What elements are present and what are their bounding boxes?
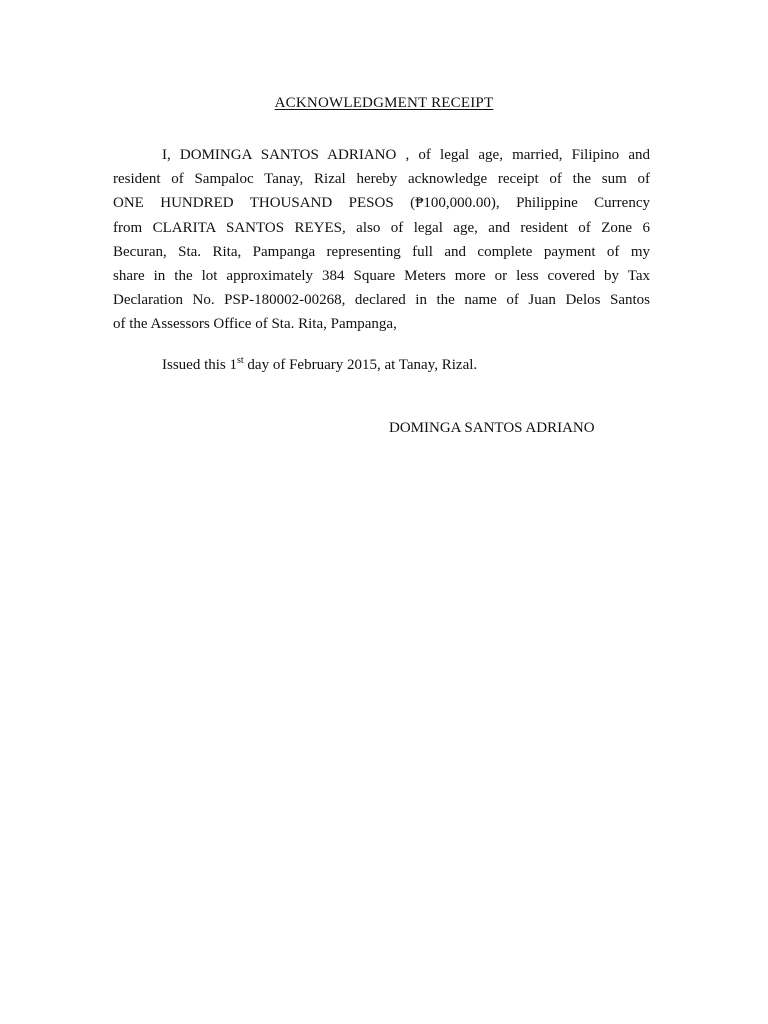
paragraph-line: from CLARITA SANTOS REYES, also of legal age, and resident of Zone 6 [113,219,650,236]
paragraph-line: share in the lot approximately 384 Square Meters more or less covered by Tax [113,268,650,285]
paragraph-line: Becuran, Sta. Rita, Pampanga representing full and complete payment of my [113,243,650,260]
paragraph-line: I, DOMINGA SANTOS ADRIANO , of legal age, married, Filipino and [162,147,650,163]
issued-suffix: day of February 2015, at Tanay, Rizal. [243,357,478,373]
paragraph-line: resident of Sampaloc Tanay, Rizal hereby acknowledge receipt of the sum of [113,171,650,188]
document-title [0,94,768,112]
paragraph-line: of the Assessors Office of Sta. Rita, Pampanga, [113,316,397,333]
issued-date-line [162,355,477,375]
signatory-name: DOMINGA SANTOS ADRIANO [389,420,595,436]
receipt-body-paragraph [113,143,650,337]
issued-prefix: Issued this 1 [162,357,237,373]
document-title-text: ACKNOWLEDGMENT RECEIPT [274,95,494,111]
issued-ordinal-suffix: st [237,355,244,366]
paragraph-line: Declaration No. PSP-180002-00268, declared in the name of Juan Delos Santos [113,292,650,309]
paragraph-line: ONE HUNDRED THOUSAND PESOS (₱100,000.00), Philippine Currency [113,195,650,212]
